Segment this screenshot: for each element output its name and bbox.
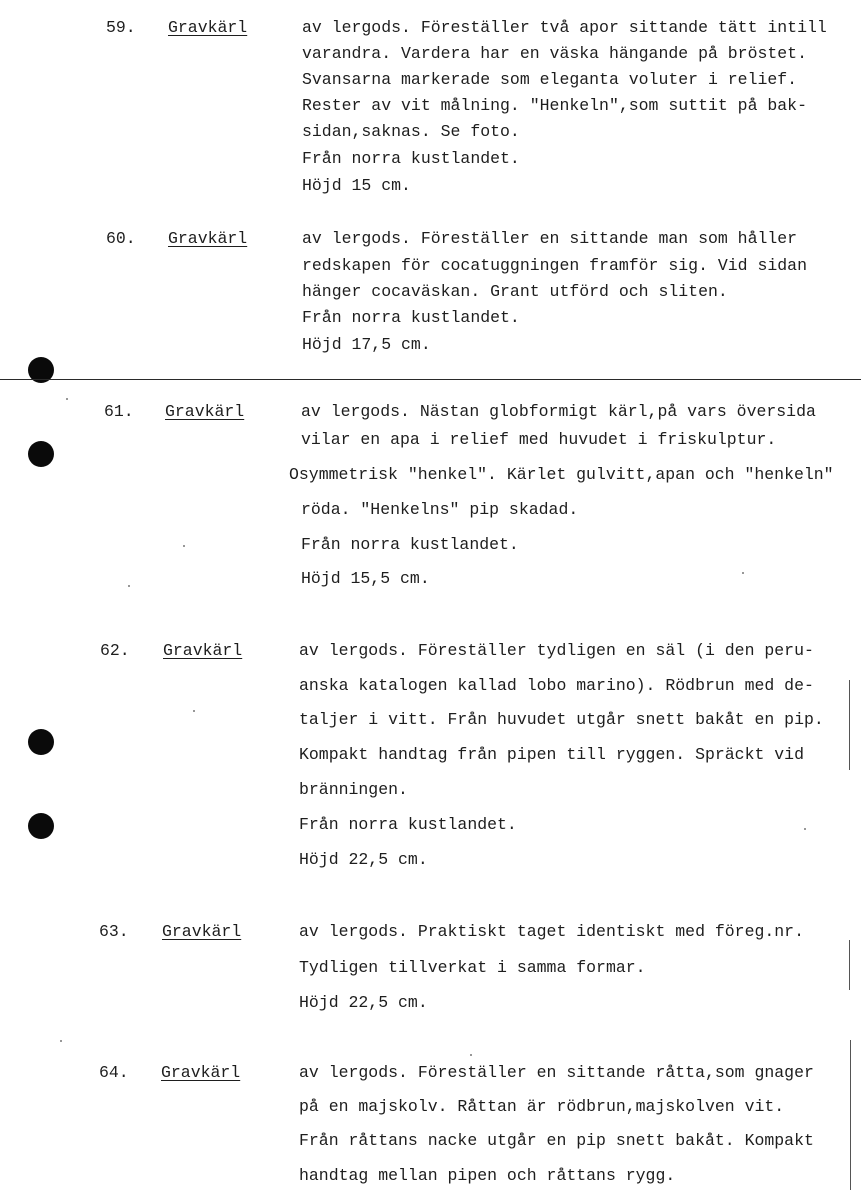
entry-text-line: handtag mellan pipen och råttans rygg. — [299, 1166, 676, 1185]
entry-text-line: bränningen. — [299, 780, 408, 799]
entry-text-line: av lergods. Föreställer två apor sittande tätt intill — [302, 18, 827, 37]
speck — [128, 585, 130, 587]
entry-text-line: redskapen för cocatuggningen framför sig. Vid sidan — [302, 256, 807, 275]
entry-number: 59. — [106, 18, 136, 37]
speck — [183, 545, 185, 547]
entry-text-line: av lergods. Föreställer en sittande råtta,som gnager — [299, 1063, 814, 1082]
entry-text-line: vilar en apa i relief med huvudet i friskulptur. — [301, 430, 777, 449]
entry-text-line: av lergods. Föreställer en sittande man som håller — [302, 229, 798, 248]
entry-number: 63. — [99, 922, 129, 941]
entry-text-line: Från norra kustlandet. — [299, 815, 517, 834]
entry-number: 64. — [99, 1063, 129, 1082]
entry-text-line: varandra. Vardera har en väska hängande på bröstet. — [302, 44, 807, 63]
entry-text-line: Rester av vit målning. "Henkeln",som suttit på bak- — [302, 96, 807, 115]
entry-text-line: Från råttans nacke utgår en pip snett bakåt. Kompakt — [299, 1131, 814, 1150]
margin-mark — [850, 1040, 851, 1190]
entry-text-line: av lergods. Föreställer tydligen en säl (i den peru- — [299, 641, 814, 660]
entry-text-line: Höjd 22,5 cm. — [299, 993, 428, 1012]
speck — [66, 398, 68, 400]
margin-mark — [849, 680, 850, 770]
entry-text-line: Höjd 17,5 cm. — [302, 335, 431, 354]
entry-text-line: Från norra kustlandet. — [302, 308, 520, 327]
entry-text-line: Kompakt handtag från pipen till ryggen. Spräckt vid — [299, 745, 804, 764]
entry-text-line: av lergods. Praktiskt taget identiskt med föreg.nr. — [299, 922, 804, 941]
speck — [742, 572, 744, 574]
entry-number: 60. — [106, 229, 136, 248]
entry-title: Gravkärl — [162, 922, 242, 941]
entry-title: Gravkärl — [163, 641, 243, 660]
entry-text-line: Från norra kustlandet. — [302, 149, 520, 168]
margin-mark — [849, 940, 850, 990]
punch-hole — [28, 729, 54, 755]
entry-text-line: anska katalogen kallad lobo marino). Rödbrun med de- — [299, 676, 814, 695]
speck — [804, 828, 806, 830]
entry-text-line: taljer i vitt. Från huvudet utgår snett bakåt en pip. — [299, 710, 824, 729]
entry-text-line: Höjd 22,5 cm. — [299, 850, 428, 869]
entry-text-line: på en majskolv. Råttan är rödbrun,majskolven vit. — [299, 1097, 785, 1116]
entry-text-line: hänger cocaväskan. Grant utförd och sliten. — [302, 282, 728, 301]
entry-text-line: Svansarna markerade som eleganta voluter i relief. — [302, 70, 798, 89]
entry-title: Gravkärl — [168, 18, 248, 37]
entry-title: Gravkärl — [165, 402, 245, 421]
entry-title: Gravkärl — [161, 1063, 241, 1082]
entry-number: 62. — [100, 641, 130, 660]
speck — [60, 1040, 62, 1042]
speck — [193, 710, 195, 712]
entry-text-line: Höjd 15 cm. — [302, 176, 411, 195]
entry-text-line: Höjd 15,5 cm. — [301, 569, 430, 588]
punch-hole — [28, 813, 54, 839]
entry-text-line: sidan,saknas. Se foto. — [302, 122, 520, 141]
punch-hole — [28, 441, 54, 467]
entry-text-line: Tydligen tillverkat i samma formar. — [299, 958, 646, 977]
entry-text-line: Från norra kustlandet. — [301, 535, 519, 554]
page-cut-line — [0, 379, 861, 380]
entry-text-line: Osymmetrisk "henkel". Kärlet gulvitt,apan och "henkeln" — [289, 465, 834, 484]
speck — [470, 1054, 472, 1056]
entry-text-line: röda. "Henkelns" pip skadad. — [301, 500, 579, 519]
entry-number: 61. — [104, 402, 134, 421]
entry-text-line: av lergods. Nästan globformigt kärl,på vars översida — [301, 402, 816, 421]
entry-title: Gravkärl — [168, 229, 248, 248]
